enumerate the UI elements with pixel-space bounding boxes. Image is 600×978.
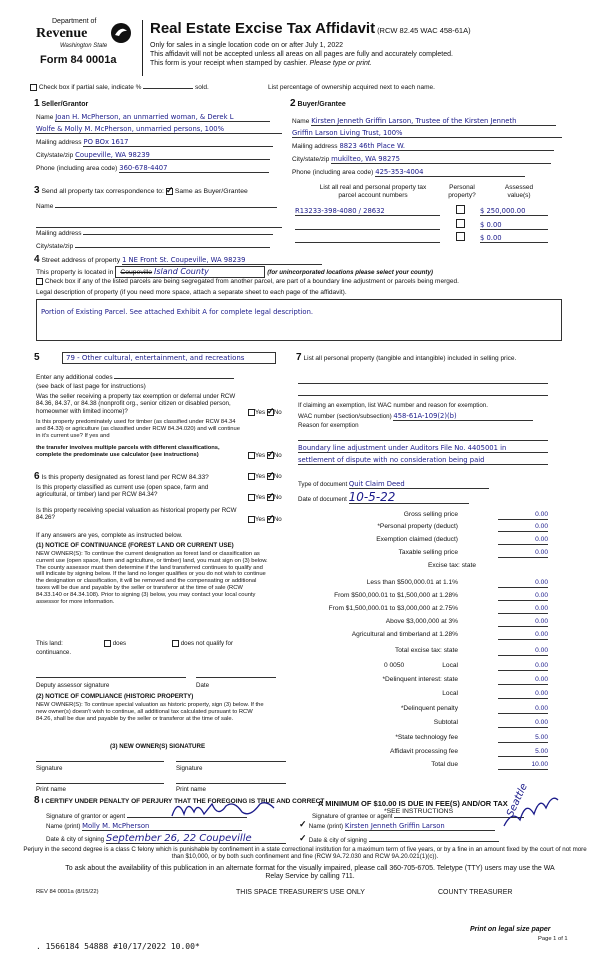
fee-label: Exemption claimed (deduct) (376, 536, 458, 543)
county-treasurer: COUNTY TREASURER (438, 889, 513, 896)
sec5-q1-no-label: No (273, 409, 282, 417)
assessed-header-2: value(s) (507, 191, 531, 199)
buyer-phone-row (292, 168, 525, 177)
deputy-signature-label: Deputy assessor signature (36, 682, 110, 689)
partial-sale-sold: sold. (195, 84, 209, 92)
dor-logo (30, 18, 138, 78)
buyer-mail-label: Mailing address (292, 143, 338, 150)
located-handwritten: Island County (153, 267, 209, 276)
buyer-phone-label: Phone (including area code) (292, 169, 374, 176)
owner-signature-line-2[interactable] (176, 756, 286, 762)
reason-label: Reason for exemption (298, 422, 359, 429)
this-land-label: This land: (36, 640, 63, 647)
fee-row (298, 647, 548, 657)
fee-value[interactable]: 10.00 (498, 761, 548, 770)
reason-line-2[interactable]: settlement of dispute with no consideration being paid (298, 456, 548, 465)
sec5-q1: Was the seller receiving a property tax exemption or deferral under RCW 84.36, 84.37, or 84.38 (nonprofit org., senior citizen or disabled person, homeowner with limited income)? (36, 393, 236, 415)
section-7-row (296, 352, 552, 364)
parcel-row-2-number[interactable] (295, 221, 440, 230)
seller-name-1[interactable]: Joan H. McPherson, an unmarried woman, & Derek L (55, 113, 270, 122)
fee-label: Local (442, 662, 458, 669)
parcel-row-1-personal-checkbox[interactable] (456, 205, 465, 214)
sec3-name-label: Name (36, 203, 54, 210)
doc-date-label: Date of document (298, 496, 347, 503)
grantee-date-mark (300, 837, 307, 844)
section-5-number: 5 (34, 352, 40, 363)
state-line: Washington State (60, 43, 108, 49)
fee-row (298, 592, 548, 602)
form-title (150, 20, 471, 38)
sec5-q2-answer (248, 452, 282, 460)
sec6-if-yes: If any answers are yes, complete as instructed below. (36, 532, 183, 539)
fee-value[interactable]: 0.00 (498, 579, 548, 588)
same-as-buyer-checkbox[interactable] (166, 188, 173, 195)
section-3-number: 3 (34, 185, 40, 196)
section-4-number: 4 (34, 254, 40, 265)
land-use-code-value: 79 - Other cultural, entertainment, and recreations (66, 354, 245, 362)
buyer-name-row (292, 117, 562, 126)
section-2-number: 2 (290, 98, 296, 109)
dept-line: Department of (52, 18, 97, 25)
rev-number: REV 84 0001a (8/15/22) (36, 889, 99, 895)
assessed-header (490, 184, 548, 200)
see-back-note: (see back of last page for instructions) (36, 383, 146, 390)
partial-sale-checkbox[interactable] (30, 84, 37, 91)
fee-row (298, 562, 548, 572)
fee-prefix: 0 0050 (384, 662, 405, 669)
fee-row (298, 676, 548, 686)
sec5-q1-answer (248, 409, 282, 417)
seller-phone-row (36, 164, 269, 173)
street-address-value[interactable]: 1 NE Front St. Coupeville, WA 98239 (122, 256, 322, 265)
located-in-row (36, 266, 433, 278)
fee-row (298, 579, 548, 589)
see-instructions-note: *SEE INSTRUCTIONS (384, 808, 454, 815)
sec5-q2-yes-label: Yes (255, 452, 266, 460)
located-select[interactable] (115, 266, 265, 278)
sec7-label: List all personal property (tangible and intangible) included in selling price. (303, 355, 517, 362)
sec3-label: Send all property tax correspondence to: (41, 188, 164, 195)
notice-2-body: NEW OWNER(S): To continue special valuation as historic property, sign (3) below. If the new owner(s) doesn't wish to continue, all additional tax calculated pursuant to RCW 84.26, shall be due and payable by the seller or transferor at the time of sale. (36, 702, 264, 722)
wac-value[interactable]: 458-61A-109(2)(b) (393, 412, 533, 421)
fee-label: Gross selling price (403, 511, 458, 518)
fee-row (298, 748, 548, 758)
perjury-notice: Perjury in the second degree is a class C felony which is punishable by confinement in a state correctional institution for a maximum term of five years, or by a fine in an amount fixed by the court of not more than $10,000, or by both such confinement and fine (RCW 9A.72.030 and RCW 9A.20.021(1)(c)). (23, 846, 587, 861)
fee-label: Agricultural and timberland at 1.28% (351, 631, 458, 638)
fee-label: *Delinquent interest: state (382, 676, 458, 683)
grantor-date-label: Date & city of signing (46, 836, 105, 843)
parcel-row-3-personal-checkbox[interactable] (456, 232, 465, 241)
sec3-city-label: City/state/zip (36, 243, 74, 250)
header-divider (142, 20, 143, 76)
fee-label: Affidavit processing fee (389, 748, 458, 755)
doc-date-value[interactable]: 10-5-22 (349, 492, 469, 504)
print-name-label-2: Print name (176, 786, 206, 793)
fee-value[interactable]: 0.00 (498, 690, 548, 699)
street-label: Street address of property (41, 257, 121, 264)
seller-mail-value[interactable]: PO BOx 1617 (83, 138, 273, 147)
seller-mail-row (36, 138, 273, 147)
notice-1-title: (1) NOTICE OF CONTINUANCE (FOREST LAND OR CURRENT USE) (36, 542, 234, 549)
sec6-q2: Is this property classified as current use (open space, farm and agricultural, or timber) land per RCW 84.34? (36, 484, 209, 499)
owner-signature-line-1[interactable] (36, 756, 164, 762)
fee-value[interactable]: 0.00 (498, 662, 548, 671)
does-not-checkbox[interactable] (172, 640, 179, 647)
sec5-q1-no-checkbox[interactable] (267, 409, 274, 416)
sec6-q3-no-checkbox[interactable] (267, 516, 274, 523)
seller-phone-value[interactable]: 360-678-4407 (119, 164, 269, 173)
fee-label: Excise tax: state (427, 562, 476, 569)
fee-value[interactable]: 0.00 (498, 705, 548, 714)
owner-print-line-1[interactable] (36, 778, 164, 784)
grantee-signature-row (312, 810, 524, 820)
grantor-date-row (46, 834, 286, 844)
this-land-row (36, 640, 63, 647)
personal-header-1: Personal (449, 184, 475, 191)
segregated-checkbox[interactable] (36, 278, 43, 285)
seller-mail-label: Mailing address (36, 139, 82, 146)
section-5-row (34, 352, 40, 364)
sec6-q2-yes-checkbox[interactable] (248, 494, 255, 501)
parcel-header (298, 184, 448, 200)
located-note: (for unincorporated locations please select your county) (267, 269, 433, 276)
sec3-mail-label: Mailing address (36, 230, 82, 237)
sec6-q1-no-checkbox[interactable] (267, 473, 274, 480)
sec5-q2-yes-checkbox[interactable] (248, 452, 255, 459)
doc-type-row (298, 480, 489, 489)
sec3-name-row (36, 203, 277, 211)
list-percentage-note: List percentage of ownership acquired next to each name. (268, 84, 435, 91)
assessed-header-1: Assessed (504, 184, 534, 191)
section-4-street-row (34, 254, 322, 266)
fee-row (298, 719, 548, 729)
deputy-signature-line[interactable] (36, 672, 186, 678)
buyer-name-label: Name (292, 118, 310, 125)
fee-value[interactable]: 5.00 (498, 748, 548, 757)
fee-row (298, 523, 548, 533)
section-6-number: 6 (34, 471, 40, 482)
revenue-wordmark: Revenue (36, 26, 88, 41)
partial-sale-label: Check box if partial sale, indicate % (38, 84, 142, 92)
grantee-name-label: Name (print) (308, 823, 344, 830)
deputy-date-label: Date (196, 682, 210, 689)
buyer-heading (290, 98, 346, 110)
fee-label: *Delinquent penalty (400, 705, 458, 712)
buyer-mail-row (292, 142, 554, 151)
additional-codes-label: Enter any additional codes (36, 374, 113, 381)
reason-line-1[interactable]: Boundary line adjustment under Auditors File No. 4405001 in (298, 444, 548, 453)
land-use-code-select[interactable] (62, 352, 276, 364)
fee-row (298, 536, 548, 546)
parcel-header-2: parcel account numbers (338, 191, 408, 199)
fee-value[interactable]: 0.00 (498, 631, 548, 640)
fee-row (298, 690, 548, 700)
fee-row (298, 618, 548, 628)
sec3-name-value[interactable] (55, 207, 277, 208)
fee-value[interactable]: 0.00 (498, 511, 548, 520)
fee-row (298, 605, 548, 615)
signature-label-2: Signature (176, 765, 203, 772)
fee-label: Above $3,000,000 at 3% (385, 618, 458, 625)
grantor-date-value[interactable]: September 26, 22 Coupeville (106, 834, 286, 844)
fee-row (298, 662, 548, 672)
buyer-city-value[interactable]: mukilteo, WA 98275 (331, 155, 551, 164)
sec5-q1-yes-checkbox[interactable] (248, 409, 255, 416)
fee-value[interactable]: 0.00 (498, 647, 548, 656)
wac-label: WAC number (section/subsection) (298, 413, 392, 420)
owner-print-line-2[interactable] (176, 778, 286, 784)
seller-heading-label: Seller/Grantor (41, 101, 89, 108)
does-option (104, 640, 126, 648)
header-note-3 (150, 60, 372, 68)
form-number: Form 84 0001a (40, 54, 117, 66)
fee-label: From $1,500,000.01 to $3,000,000 at 2.75% (328, 605, 458, 612)
fee-value[interactable]: 0.00 (498, 592, 548, 601)
fee-value[interactable]: 0.00 (498, 719, 548, 728)
buyer-city-label: City/state/zip (292, 156, 330, 163)
seller-city-label: City/state/zip (36, 152, 74, 159)
section-1-number: 1 (34, 98, 40, 109)
exemption-claim-note: If claiming an exemption, list WAC number and reason for exemption. (298, 402, 488, 409)
grantor-name-row (46, 822, 242, 831)
sec5-q2-no-label: No (273, 452, 282, 460)
section-7-number: 7 (296, 352, 302, 363)
fee-label: *Personal property (deduct) (377, 523, 458, 530)
print-name-label-1: Print name (36, 786, 66, 793)
doc-type-label: Type of document (298, 481, 348, 488)
does-checkbox[interactable] (104, 640, 111, 647)
reason-line-blank[interactable] (298, 436, 548, 441)
sec6-q1-yes-label: Yes (255, 473, 266, 481)
fee-value[interactable]: 0.00 (498, 676, 548, 685)
cashier-stamp: . 1566184 54888 #10/17/2022 10.00* (36, 942, 200, 951)
fee-label: From $500,000.01 to $1,500,000 at 1.28% (334, 592, 458, 599)
sec3-city-row (36, 243, 270, 251)
fee-value[interactable]: 0.00 (498, 605, 548, 614)
seller-city-value[interactable]: Coupeville, WA 98239 (75, 151, 270, 160)
fee-label: Total due (431, 761, 458, 768)
buyer-phone-value[interactable]: 425-353-4004 (375, 168, 525, 177)
does-label: does (112, 640, 127, 648)
fee-value[interactable]: 0.00 (498, 523, 548, 532)
grantor-name-label: Name (print) (46, 823, 81, 830)
grantee-date-value[interactable] (369, 834, 499, 842)
fee-label: Subtotal (433, 719, 458, 726)
sec5-q2-no-checkbox[interactable] (267, 452, 274, 459)
legal-description-value: Portion of Existing Parcel. See attached Exhibit A for complete legal description. (41, 308, 314, 316)
seller-name-2[interactable]: Wolfe & Molly M. McPherson, unmarried persons, 100% (36, 125, 282, 134)
parcel-header-1: List all real and personal property tax (319, 184, 427, 191)
form-rcw: (RCW 82.45 WAC 458-61A) (377, 26, 471, 35)
grantee-signature-label: Signature of grantee or agent (312, 813, 393, 820)
buyer-name-2[interactable]: Griffin Larson Living Trust, 100% (292, 129, 562, 138)
grantee-name-value[interactable]: Kirsten Jenneth Griffin Larson (345, 822, 495, 831)
personal-property-line-1[interactable] (298, 378, 548, 384)
fee-value[interactable]: 0.00 (498, 536, 548, 545)
sec6-q1-no-label: No (273, 473, 282, 481)
sec5-q1-yes-label: Yes (255, 409, 266, 417)
section-3-row (34, 185, 248, 197)
same-as-buyer-label: Same as Buyer/Grantee (174, 188, 248, 195)
sec6-q1-yes-checkbox[interactable] (248, 473, 255, 480)
buyer-mail-value[interactable]: 8823 46th Place W. (339, 142, 554, 151)
fee-row (298, 511, 548, 521)
deputy-date-line[interactable] (196, 672, 276, 678)
grantee-name-mark (300, 823, 307, 830)
continuance-label: continuance. (36, 649, 72, 656)
notice-2-title: (2) NOTICE OF COMPLIANCE (HISTORIC PROPERTY) (36, 693, 194, 700)
grantee-date-row (300, 834, 499, 844)
additional-codes-value[interactable] (114, 378, 234, 379)
parcel-row-3-number[interactable] (295, 234, 440, 243)
grantee-name-row (300, 822, 495, 831)
grantor-signature-label: Signature of grantor or agent (46, 813, 126, 820)
sec3-mail-row (36, 230, 273, 238)
doc-date-row (298, 492, 469, 504)
buyer-city-row (292, 155, 551, 164)
parcel-row-3-value[interactable]: $ 0.00 (480, 234, 548, 243)
sec6-q3-answer (248, 516, 282, 524)
legal-size-note: Print on legal size paper (470, 926, 551, 933)
sec6-q1-answer (248, 473, 282, 481)
seller-name-row (36, 113, 282, 122)
section-6-row (34, 471, 209, 483)
seller-phone-label: Phone (including area code) (36, 165, 118, 172)
grantee-date-handwritten: Seattle (505, 781, 530, 819)
sec3-mail-value[interactable] (83, 234, 273, 235)
sec6-q3-yes-checkbox[interactable] (248, 516, 255, 523)
partial-sale-percent[interactable] (143, 88, 193, 89)
notice-1-body: NEW OWNER(S): To continue the current designation as forest land or classification as current use (open space, farm and agriculture, or timber) land, you must sign on (3) below. The county assessor must then determine if the land transferred continues to qualify and will indicate by signing below. If the land no longer qualifies or you do not wish to continue the designation or classification, it will be removed and the compensating or additional taxes will be due and payable by the seller or transferor at the time of sale (RCW 84.33.140 or 84.34.108). Prior to signing (3) below, you may contact your local county assessor for more information. (36, 551, 268, 605)
wac-row (298, 412, 533, 421)
personal-property-line-2[interactable] (298, 390, 548, 396)
alternate-format-notice: To ask about the availability of this publication in an alternate format for the visually impaired, please call 360-705-6705. Teletype (TTY) users may use the WA Relay Service by calling 711. (65, 865, 555, 881)
located-struck: Coupeville (120, 269, 153, 276)
header-note-2: This affidavit will not be accepted unless all areas on all pages are fully and accurately completed. (150, 51, 453, 58)
fee-row (298, 631, 548, 641)
partial-sale-row (30, 84, 209, 92)
sec6-q2-no-checkbox[interactable] (267, 494, 274, 501)
seller-city-row (36, 151, 270, 160)
parcel-row-2-value[interactable]: $ 0.00 (480, 221, 548, 230)
legal-description-box[interactable] (36, 299, 562, 341)
header-note-1: Only for sales in a single location code on or after July 1, 2022 (150, 42, 343, 49)
fee-row (298, 734, 548, 744)
grantor-signature-scribble-icon (168, 796, 278, 822)
personal-header-2: property? (448, 191, 476, 199)
fee-label: Taxable selling price (398, 549, 458, 556)
section-8-number: 8 (34, 795, 40, 806)
seller-name-label: Name (36, 114, 54, 121)
signature-label-1: Signature (36, 765, 63, 772)
revenue-swoosh-icon (110, 22, 132, 44)
sec6-q3: Is this property receiving special valuation as historical property per RCW 84.26? (36, 507, 237, 522)
treasurer-use-only: THIS SPACE TREASURER'S USE ONLY (236, 889, 365, 896)
fee-label: Less than $500,000.01 at 1.1% (366, 579, 458, 586)
page-number: Page 1 of 1 (538, 936, 568, 942)
parcel-row-1-number[interactable]: R13233-398-4080 / 28632 (295, 207, 440, 216)
fee-value[interactable]: 0.00 (498, 549, 548, 558)
fee-row (298, 705, 548, 715)
sec6-q1: Is this property designated as forest land per RCW 84.33? (41, 474, 209, 481)
header-note-3-text: This form is your receipt when stamped by cashier. (150, 60, 308, 67)
located-label: This property is located in (36, 269, 114, 276)
does-not-option (172, 640, 233, 648)
parcel-row-2-personal-checkbox[interactable] (456, 219, 465, 228)
grantor-name-value[interactable]: Molly M. McPherson (82, 822, 242, 831)
seller-heading (34, 98, 88, 110)
buyer-name-1[interactable]: Kirsten Jenneth Griffin Larson, Trustee of the Kirsten Jenneth (311, 117, 556, 126)
fee-label: Total excise tax: state (394, 647, 458, 654)
doc-type-value[interactable]: Quit Claim Deed (349, 480, 489, 489)
parcel-row-1-value[interactable]: $ 250,000.00 (480, 207, 548, 216)
buyer-heading-label: Buyer/Grantee (297, 101, 346, 108)
sec6-q2-answer (248, 494, 282, 502)
personal-header (440, 184, 484, 200)
form-title-text: Real Estate Excise Tax Affidavit (150, 20, 376, 37)
minimum-due-note: A MINIMUM OF $10.00 IS DUE IN FEE(S) AND/OR TAX (318, 799, 508, 808)
header-note-3-italic: Please type or print. (309, 60, 372, 67)
segregated-label: Check box if any of the listed parcels are being segregated from another parcel, are part of a boundary line adjustment or parcels being merged. (44, 278, 459, 286)
sec3-name-line-2[interactable] (36, 220, 282, 228)
fee-label: Local (442, 690, 458, 697)
fee-row (298, 549, 548, 559)
segregated-row (36, 278, 459, 286)
does-not-label: does not qualify for (180, 640, 234, 648)
certify-text: I CERTIFY UNDER PENALTY OF PERJURY THAT THE FOREGOING IS TRUE AND CORRECT (41, 798, 325, 805)
legal-description-label: Legal description of property (if you need more space, attach a separate sheet to each page of the affidavit). (36, 289, 347, 296)
sec6-q3-yes-label: Yes (255, 516, 266, 524)
additional-codes-row (36, 374, 234, 382)
sec5-q2a: Is this property predominately used for timber (as classified under RCW 84.34 and 84.33) or agriculture (as classified under RCW 84.34.020) and will continue in it's current use? If yes and (36, 419, 240, 439)
fee-value[interactable]: 5.00 (498, 734, 548, 743)
sec6-q3-no-label: No (273, 516, 282, 524)
fee-row (298, 761, 548, 771)
owner-signature-heading: (3) NEW OWNER(S) SIGNATURE (110, 743, 206, 750)
fee-label: *State technology fee (395, 734, 458, 741)
sec6-q2-no-label: No (273, 494, 282, 502)
grantee-date-label: Date & city of signing (308, 837, 367, 844)
sec3-city-value[interactable] (75, 247, 270, 248)
fee-value[interactable]: 0.00 (498, 618, 548, 627)
sec6-q2-yes-label: Yes (255, 494, 266, 502)
sec5-q2b: the transfer involves multiple parcels with different classifications, complete the predominate use calculator (see instructions) (36, 445, 220, 458)
